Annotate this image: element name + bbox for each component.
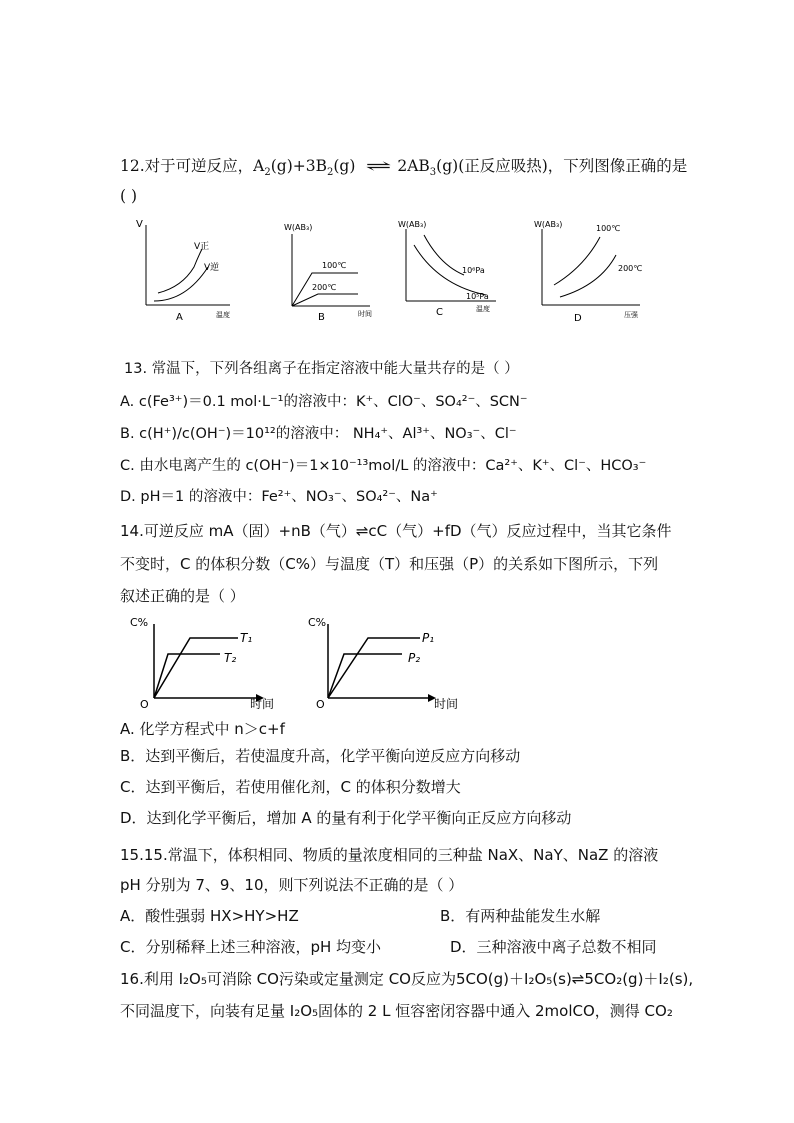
curve-p1 [328, 638, 420, 698]
x-axis-label: 时间 [434, 697, 459, 711]
q15-stem-line2: pH 分别为 7、9、10，则下列说法不正确的是（ ） [120, 876, 464, 894]
v-forward-curve [158, 249, 202, 293]
curve-label-1: V正 [194, 242, 210, 252]
y-axis-label: W(AB₃) [284, 223, 313, 232]
curve-t1 [154, 638, 238, 698]
q12-sub: 2 [264, 167, 271, 179]
graph-letter: A [176, 312, 183, 323]
q12-graph-c [396, 215, 506, 320]
q13-stem: 13. 常温下，下列各组离子在指定溶液中能大量共存的是（ ） [124, 361, 519, 377]
q14-option-a: A. 化学方程式中 n＞c+f [120, 720, 285, 738]
q12-sub: 3 [429, 167, 437, 179]
x-axis-label: 压强 [624, 311, 638, 319]
q12-graph-b [282, 218, 382, 323]
q15-option-c: C．分别稀释上述三种溶液，pH 均变小 [120, 938, 382, 956]
curve-1e6 [424, 235, 464, 275]
q15-stem-line1: 15.15.常温下，体积相同、物质的量浓度相同的三种盐 NaX、NaY、NaZ 的溶液 [120, 846, 659, 864]
curve-label-p2: P₂ [408, 651, 421, 665]
x-axis-label: 温度 [216, 311, 230, 319]
q14-option-c: C．达到平衡后，若使用催化剂，C 的体积分数增大 [120, 778, 461, 796]
curve-label-1: 100℃ [596, 224, 621, 233]
q14-graph-temperature [128, 612, 288, 712]
q12-mid1: (g)+3B [270, 157, 327, 175]
y-axis-label: C% [308, 616, 327, 629]
y-axis-label: W(AB₃) [398, 220, 427, 229]
q15-option-b: B．有两种盐能发生水解 [440, 907, 601, 925]
q13-option-c: C. 由水电离产生的 c(OH⁻)＝1×10⁻¹³mol/L 的溶液中：Ca²⁺、K⁺、Cl⁻、HCO₃⁻ [120, 458, 647, 474]
q14-option-d: D．达到化学平衡后，增加 A 的量有利于化学平衡向正反应方向移动 [120, 809, 572, 827]
v-reverse-curve [154, 267, 208, 301]
curve-label-t2: T₂ [224, 651, 237, 665]
q14-stem-line3: 叙述正确的是（ ） [120, 587, 245, 605]
curve-200 [292, 294, 358, 306]
x-axis-label: 时间 [358, 310, 372, 318]
q14-option-b: B．达到平衡后，若使温度升高，化学平衡向逆反应方向移动 [120, 747, 521, 765]
q13-option-d: D. pH＝1 的溶液中：Fe²⁺、NO₃⁻、SO₄²⁻、Na⁺ [120, 489, 438, 505]
q12-graph-d [532, 215, 652, 325]
graph-letter: B [318, 312, 325, 323]
q16-stem-line2: 不同温度下，向装有足量 I₂O₅固体的 2 L 恒容密闭容器中通入 2molCO，测得 CO₂ [120, 1002, 673, 1020]
curve-label-1: 10⁶Pa [462, 266, 485, 275]
graph-letter: D [574, 313, 582, 324]
curve-label-1: 100℃ [322, 261, 347, 270]
curve-label-2: 10⁵Pa [466, 292, 489, 301]
q12-graph-a [130, 215, 240, 325]
y-axis-label: C% [130, 616, 149, 629]
curve-label-2: 200℃ [312, 283, 337, 292]
q14-stem-line1: 14.可逆反应 mA（固）+nB（气）⇌cC（气）+fD（气）反应过程中，当其它条件 [120, 522, 672, 540]
x-axis-label: 温度 [476, 305, 490, 313]
curve-label-p1: P₁ [422, 631, 435, 645]
q13-option-a: A. c(Fe³⁺)＝0.1 mol·L⁻¹的溶液中：K⁺、ClO⁻、SO₄²⁻、SCN⁻ [120, 394, 528, 410]
curve-100 [554, 237, 600, 285]
q16-stem-line1: 16.利用 I₂O₅可消除 CO污染或定量测定 CO反应为5CO(g)＋I₂O₅(s)⇌5CO₂(g)＋I₂(s), [120, 970, 694, 988]
origin-label: O [140, 698, 149, 711]
curve-label-t1: T₁ [240, 631, 253, 645]
origin-label: O [316, 698, 325, 711]
q12-stem-post: (g)(正反应吸热)，下列图像正确的是 [436, 157, 688, 175]
q12-stem-pre: 12.对于可逆反应，A [120, 157, 265, 175]
x-axis-label: 时间 [250, 697, 275, 711]
q14-stem-line2: 不变时，C 的体积分数（C%）与温度（T）和压强（P）的关系如下图所示，下列 [120, 555, 659, 573]
q12-mid2: (g) [333, 157, 356, 175]
q13-option-b: B. c(H⁺)/c(OH⁻)＝10¹²的溶液中： NH₄⁺、Al³⁺、NO₃⁻、Cl⁻ [120, 426, 517, 442]
q12-stem [120, 155, 687, 184]
curve-t2 [154, 654, 220, 698]
curve-label-2: V逆 [204, 263, 220, 273]
q12-mid3: 2AB [397, 157, 430, 175]
y-axis-label: V [136, 219, 143, 230]
equilibrium-arrow: ⇌ [365, 157, 392, 175]
q12-sub: 2 [327, 167, 334, 179]
curve-200 [560, 255, 616, 297]
q15-option-a: A．酸性强弱 HX>HY>HZ [120, 907, 299, 925]
q14-graph-pressure [302, 612, 472, 712]
graph-letter: C [436, 307, 443, 318]
curve-label-2: 200℃ [618, 264, 643, 273]
y-axis-label: W(AB₃) [534, 220, 563, 229]
q12-blank: ( ) [120, 187, 138, 205]
q15-option-d: D．三种溶液中离子总数不相同 [450, 938, 657, 956]
curve-p2 [328, 654, 402, 698]
